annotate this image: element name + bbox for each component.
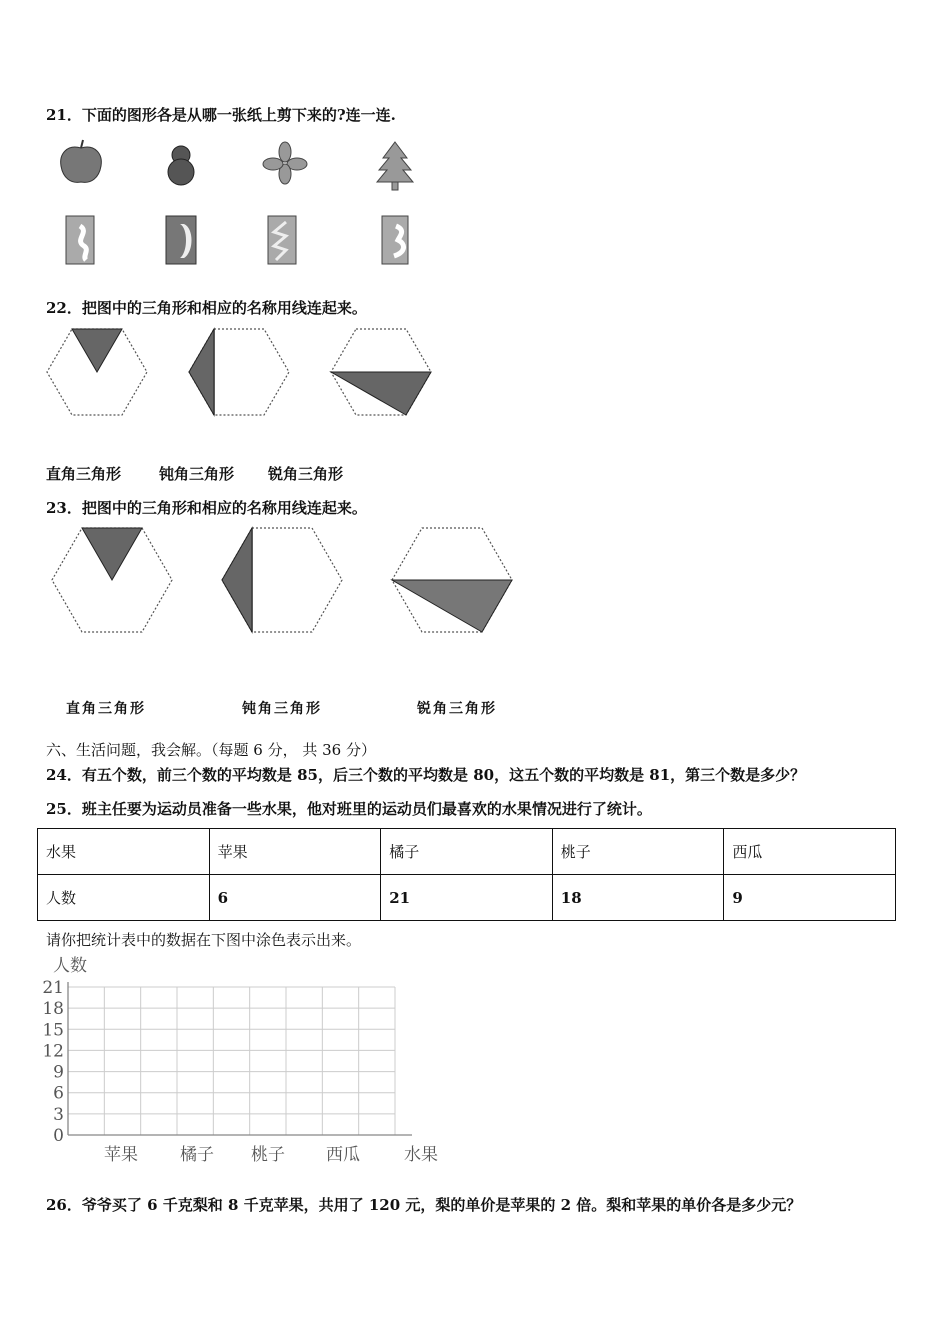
y-tick-label: 9 — [53, 1062, 64, 1083]
y-tick-label: 0 — [53, 1126, 64, 1146]
table-cell: 水果 — [38, 829, 210, 875]
q23-label-obtuse: 钝角三角形 — [242, 701, 322, 717]
q22-label-right: 直角三角形 — [46, 465, 122, 483]
q23-title: 23．把图中的三角形和相应的名称用线连起来。 — [46, 499, 367, 517]
q22-title: 22．把图中的三角形和相应的名称用线连起来。 — [46, 299, 367, 317]
table-cell: 21 — [381, 875, 553, 921]
y-tick-label: 12 — [42, 1041, 64, 1062]
y-tick-label: 6 — [53, 1083, 64, 1104]
table-cell: 西瓜 — [724, 829, 896, 875]
table-cell: 苹果 — [209, 829, 381, 875]
table-cell: 人数 — [38, 875, 210, 921]
section6-title: 六、生活问题，我会解。（每题 6 分， 共 36 分） — [46, 741, 376, 759]
y-tick-label: 18 — [42, 999, 64, 1020]
q22-label-obtuse: 钝角三角形 — [159, 465, 235, 483]
q21-title: 21．下面的图形各是从哪一张纸上剪下来的?连一连. — [46, 106, 396, 124]
q25-text: 25．班主任要为运动员准备一些水果，他对班里的运动员们最喜欢的水果情况进行了统计。 — [46, 800, 652, 818]
x-tick-label: 橘子 — [180, 1145, 214, 1165]
q23-label-acute: 锐角三角形 — [417, 701, 497, 717]
x-axis-label: 水果 — [404, 1145, 438, 1165]
x-tick-label: 苹果 — [104, 1145, 138, 1165]
y-tick-label: 3 — [53, 1104, 64, 1125]
table-cell: 9 — [724, 875, 896, 921]
table-cell: 橘子 — [381, 829, 553, 875]
y-tick-label: 21 — [42, 978, 64, 998]
table-cell: 6 — [209, 875, 381, 921]
y-tick-label: 15 — [42, 1020, 64, 1041]
q24-text: 24．有五个数，前三个数的平均数是 85，后三个数的平均数是 80，这五个数的平均数是 81，第三个数是多少？ — [46, 766, 806, 784]
q25-instruction: 请你把统计表中的数据在下图中涂色表示出来。 — [46, 931, 362, 949]
table-cell: 桃子 — [552, 829, 724, 875]
x-tick-label: 西瓜 — [326, 1145, 360, 1165]
q22-label-acute: 锐角三角形 — [268, 465, 344, 483]
q26-text: 26．爷爷买了 6 千克梨和 8 千克苹果，共用了 120 元，梨的单价是苹果的 2 倍。梨和苹果的单价各是多少元？ — [46, 1196, 802, 1214]
q23-label-right: 直角三角形 — [66, 701, 146, 717]
y-axis-label: 人数 — [53, 956, 87, 976]
x-tick-label: 桃子 — [251, 1145, 285, 1165]
table-cell: 18 — [552, 875, 724, 921]
